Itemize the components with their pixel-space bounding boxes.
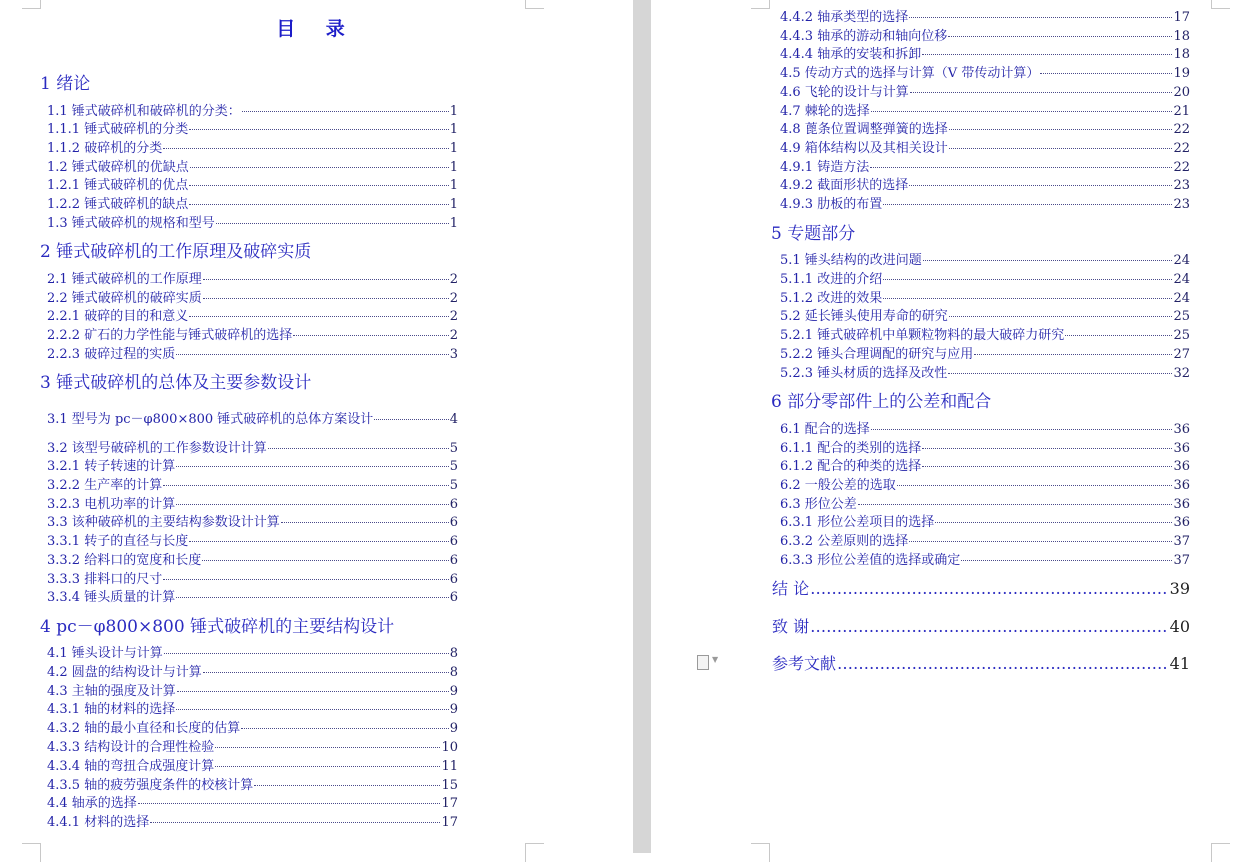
toc-entry-acknowledgement[interactable]: 致 谢 ……………………………………………………………………………………………………………………… 40: [772, 616, 1190, 638]
toc-entry[interactable]: 2.2 锤式破碎机的破碎实质 2: [47, 291, 458, 306]
toc-heading[interactable]: 5 专题部分: [771, 224, 856, 244]
toc-entry[interactable]: 4.6 飞轮的设计与计算 20: [780, 85, 1190, 100]
toc-entry[interactable]: 4.4.3 轴承的游动和轴向位移 18: [780, 29, 1190, 44]
toc-entry[interactable]: 6.1.1 配合的类别的选择 36: [780, 441, 1190, 456]
toc-entry[interactable]: 3.2.1 转子转速的计算 5: [47, 459, 458, 474]
page-gutter: [633, 0, 651, 853]
toc-entry[interactable]: 2.2.1 破碎的目的和意义 2: [47, 309, 458, 324]
toc-entry[interactable]: 4.3.5 轴的疲劳强度条件的校核计算 15: [47, 778, 458, 793]
toc-entry[interactable]: 2.1 锤式破碎机的工作原理 2: [47, 272, 458, 287]
toc-entry[interactable]: 3.2.3 电机功率的计算 6: [47, 497, 458, 512]
toc-entry[interactable]: 4.4.1 材料的选择 17: [47, 815, 458, 830]
document-page-right: [651, 0, 1245, 853]
toc-entry[interactable]: 1.2 锤式破碎机的优缺点 1: [47, 160, 458, 175]
toc-entry[interactable]: 6.2 一般公差的选取 36: [780, 478, 1190, 493]
toc-entry[interactable]: 4.4.2 轴承类型的选择 17: [780, 10, 1190, 25]
toc-entry[interactable]: 5.2.1 锤式破碎机中单颗粒物料的最大破碎力研究 25: [780, 328, 1190, 343]
toc-entry[interactable]: 6.1.2 配合的种类的选择 36: [780, 459, 1190, 474]
page-corner-mark: [751, 0, 770, 9]
toc-entry[interactable]: 4.3 主轴的强度及计算 9: [47, 684, 458, 699]
toc-entry[interactable]: 4.3.2 轴的最小直径和长度的估算 9: [47, 721, 458, 736]
toc-title: 目 录: [276, 18, 357, 40]
toc-entry-references[interactable]: 参考文献 ……………………………………………………………………………………………………………………… 41: [772, 653, 1190, 675]
toc-entry[interactable]: 5.1.1 改进的介绍 24: [780, 272, 1190, 287]
toc-entry[interactable]: 4.3.4 轴的弯扭合成强度计算 11: [47, 759, 458, 774]
toc-entry[interactable]: 5.1 锤头结构的改进问题 24: [780, 253, 1190, 268]
toc-entry[interactable]: 4.3.1 轴的材料的选择 9: [47, 702, 458, 717]
toc-entry[interactable]: 3.2.2 生产率的计算 5: [47, 478, 458, 493]
toc-entry[interactable]: 3.3.4 锤头质量的计算 6: [47, 590, 458, 605]
page-corner-mark: [22, 0, 41, 9]
page-corner-mark: [525, 0, 544, 9]
toc-entry[interactable]: 1.2.2 锤式破碎机的缺点 1: [47, 197, 458, 212]
toc-entry[interactable]: 3.3.3 排料口的尺寸 6: [47, 572, 458, 587]
toc-entry[interactable]: 4.9.1 铸造方法 22: [780, 160, 1190, 175]
toc-heading[interactable]: 2 锤式破碎机的工作原理及破碎实质: [40, 242, 312, 262]
toc-entry[interactable]: 4.4 轴承的选择 17: [47, 796, 458, 811]
toc-entry[interactable]: 1.2.1 锤式破碎机的优点 1: [47, 178, 458, 193]
toc-entry[interactable]: 5.2.2 锤头合理调配的研究与应用 27: [780, 347, 1190, 362]
toc-entry[interactable]: 4.7 棘轮的选择 21: [780, 104, 1190, 119]
toc-entry[interactable]: 4.5 传动方式的选择与计算（V 带传动计算） 19: [780, 66, 1190, 81]
toc-entry[interactable]: 6.3 形位公差 36: [780, 497, 1190, 512]
document-options-icon[interactable]: ▼: [697, 655, 723, 669]
toc-entry[interactable]: 4.8 蓖条位置调整弹簧的选择 22: [780, 122, 1190, 137]
toc-heading[interactable]: 3 锤式破碎机的总体及主要参数设计: [40, 373, 312, 393]
toc-entry[interactable]: 3.3 该种破碎机的主要结构参数设计计算 6: [47, 515, 458, 530]
toc-entry[interactable]: 4.2 圆盘的结构设计与计算 8: [47, 665, 458, 680]
toc-entry[interactable]: 1.3 锤式破碎机的规格和型号 1: [47, 216, 458, 231]
toc-entry[interactable]: 4.3.3 结构设计的合理性检验 10: [47, 740, 458, 755]
toc-entry[interactable]: 6.3.2 公差原则的选择 37: [780, 534, 1190, 549]
toc-entry[interactable]: 1.1.1 锤式破碎机的分类 1: [47, 122, 458, 137]
toc-entry[interactable]: 6.1 配合的选择 36: [780, 422, 1190, 437]
toc-entry[interactable]: 4.1 锤头设计与计算 8: [47, 646, 458, 661]
toc-entry[interactable]: 5.2.3 锤头材质的选择及改性 32: [780, 366, 1190, 381]
page-corner-mark: [1211, 0, 1230, 9]
toc-entry-conclusion[interactable]: 结 论 ……………………………………………………………………………………………………………………… 39: [772, 578, 1190, 600]
toc-entry[interactable]: 3.3.1 转子的直径与长度 6: [47, 534, 458, 549]
toc-entry[interactable]: 5.2 延长锤头使用寿命的研究 25: [780, 309, 1190, 324]
toc-entry[interactable]: 5.1.2 改进的效果 24: [780, 291, 1190, 306]
toc-heading[interactable]: 6 部分零部件上的公差和配合: [771, 392, 992, 412]
toc-entry[interactable]: 3.3.2 给料口的宽度和长度 6: [47, 553, 458, 568]
toc-entry[interactable]: 1.1 锤式破碎机和破碎机的分类： 1: [47, 104, 458, 119]
toc-heading[interactable]: 4 pc－φ800×800 锤式破碎机的主要结构设计: [40, 617, 395, 637]
toc-entry[interactable]: 3.2 该型号破碎机的工作参数设计计算 5: [47, 441, 458, 456]
toc-entry[interactable]: 2.2.2 矿石的力学性能与锤式破碎机的选择 2: [47, 328, 458, 343]
toc-heading[interactable]: 1 绪论: [40, 74, 91, 94]
toc-entry[interactable]: 4.9.3 肋板的布置 23: [780, 197, 1190, 212]
toc-entry[interactable]: 6.3.1 形位公差项目的选择 36: [780, 515, 1190, 530]
toc-entry[interactable]: 3.1 型号为 pc－φ800×800 锤式破碎机的总体方案设计 4: [47, 412, 458, 427]
toc-entry[interactable]: 4.4.4 轴承的安装和拆卸 18: [780, 47, 1190, 62]
toc-entry[interactable]: 4.9 箱体结构以及其相关设计 22: [780, 141, 1190, 156]
toc-entry[interactable]: 2.2.3 破碎过程的实质 3: [47, 347, 458, 362]
toc-entry[interactable]: 1.1.2 破碎机的分类 1: [47, 141, 458, 156]
toc-entry[interactable]: 4.9.2 截面形状的选择 23: [780, 178, 1190, 193]
toc-entry[interactable]: 6.3.3 形位公差值的选择或确定 37: [780, 553, 1190, 568]
